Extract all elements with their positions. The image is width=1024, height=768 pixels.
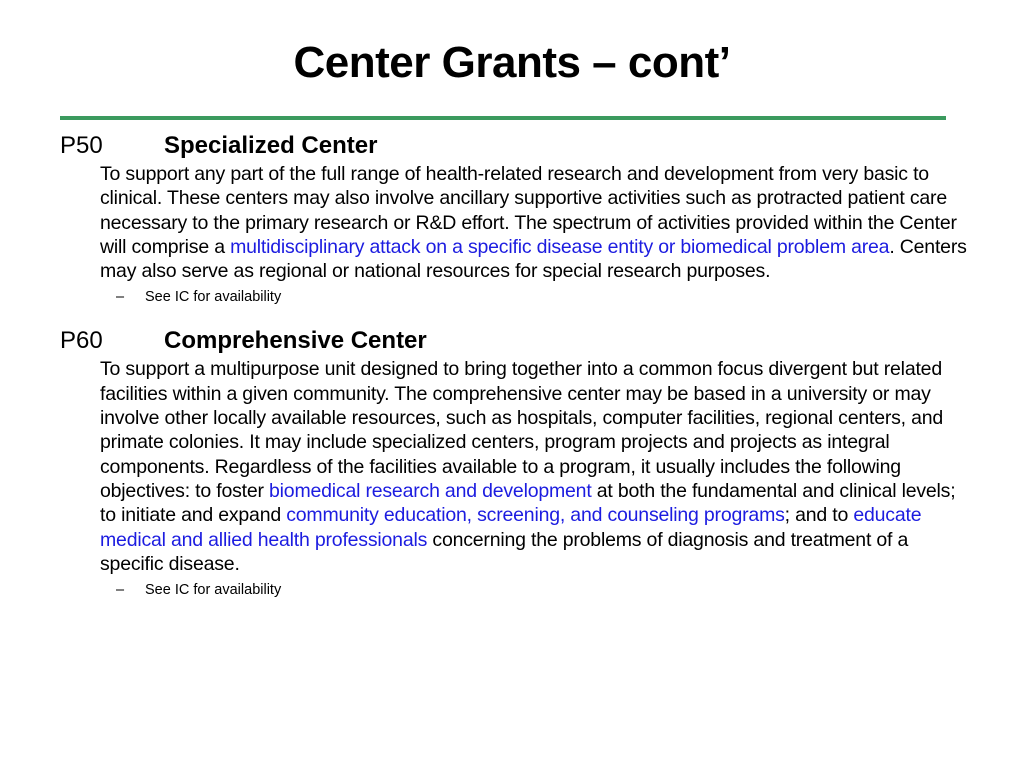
grant-heading <box>60 325 970 357</box>
highlighted-text: educate medical and allied health professionals <box>100 504 922 551</box>
slide-content <box>60 130 970 600</box>
grant-name: Specialized Center <box>164 132 378 159</box>
description-text: To support a multipurpose unit designed to bring together into a common focus divergent but related facilities within a given community. The comprehensive center may be based in a university or may involve other locally available resources, such as hospitals, computer facilities, regional centers, and primate colonies. It may include specialized centers, program projects and projects as integral components. Regardless of the facilities available to a program, it usually includes the following objectives: to foster <box>100 358 944 502</box>
description-text: concerning the problems of diagnosis and treatment of a specific disease. <box>100 528 909 575</box>
dash-bullet: – <box>116 289 125 306</box>
highlighted-text: community education, screening, and counseling programs <box>286 504 785 527</box>
title-divider <box>60 116 946 120</box>
grant-heading <box>60 130 970 162</box>
grant-code: P60 <box>60 327 103 355</box>
description-text: at both the fundamental and clinical levels; to initiate and expand <box>100 479 956 527</box>
description-text: . Centers may also serve as regional or national resources for special research purposes. <box>100 235 967 283</box>
grant-name: Comprehensive Center <box>164 327 427 355</box>
availability-note <box>116 580 970 600</box>
grant-description <box>100 357 970 576</box>
grant-p50 <box>60 130 970 307</box>
slide-title: Center Grants – cont’ <box>293 38 731 87</box>
description-text: ; and to <box>784 504 854 527</box>
highlighted-text: biomedical research and development <box>269 479 592 502</box>
description-text: To support any part of the full range of health-related research and development from very basic to clinical. These centers may also involve ancillary supportive activities such as protracted patient care necessary to the primary research or R&D effort. The spectrum of activities provided within the Center will comprise a <box>100 163 957 258</box>
highlighted-text: multidisciplinary attack on a specific disease entity or biomedical problem area <box>230 235 890 258</box>
grant-p60 <box>60 325 970 600</box>
availability-note <box>116 287 970 307</box>
availability-text: See IC for availability <box>145 582 282 599</box>
availability-text: See IC for availability <box>145 289 282 306</box>
dash-bullet: – <box>116 582 125 599</box>
grant-description <box>100 162 970 283</box>
grant-code: P50 <box>60 132 103 159</box>
